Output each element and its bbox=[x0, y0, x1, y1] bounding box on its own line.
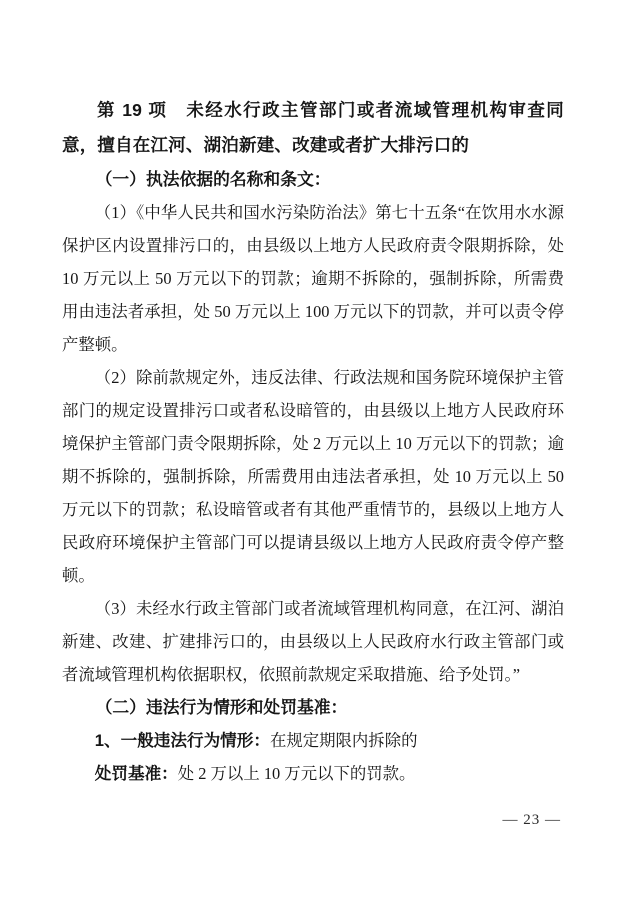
statute-paragraph-1: （1）《中华人民共和国水污染防治法》第七十五条“在饮用水水源保护区内设置排污口的，由县级以上地方人民政府责令限期拆除，处 10 万元以上 50 万元以下的罚款；逾期不拆除的，强制拆除，所需费用由违法者承担，处 50 万元以上 100 万元以下的罚款，并可以责令停产整顿。 bbox=[62, 203, 564, 354]
penalty-standard-text: 处 2 万以上 10 万元以下的罚款。 bbox=[177, 764, 416, 783]
violation-case-line bbox=[62, 724, 564, 757]
violation-case-label: 1、一般违法行为情形： bbox=[94, 731, 270, 750]
section-2-heading: （二）违法行为情形和处罚基准： bbox=[95, 698, 348, 717]
statute-paragraph-3: （3）未经水行政主管部门或者流域管理机构同意，在江河、湖泊新建、改建、扩建排污口的，由县级以上人民政府水行政主管部门或者流域管理机构依据职权，依照前款规定采取措施、给予处罚。” bbox=[62, 599, 564, 684]
statute-paragraph-2: （2）除前款规定外，违反法律、行政法规和国务院环境保护主管部门的规定设置排污口或者私设暗管的，由县级以上地方人民政府环境保护主管部门责令限期拆除，处 2 万元以上 10 万元以下的罚款；逾期不拆除的，强制拆除，所需费用由违法者承担，处 10 万元以上 50 万元以下的罚款；私设暗管或者有其他严重情节的，县级以上地方人民政府环境保护主管部门可以提请县级以上地方人民政府责令停产整顿。 bbox=[62, 368, 564, 585]
document-title: 第 19 项 未经水行政主管部门或者流域管理机构审查同意，擅自在江河、湖泊新建、改建或者扩大排污口的 bbox=[62, 100, 564, 155]
penalty-standard-line bbox=[62, 757, 564, 790]
page-number: — 23 — bbox=[502, 812, 561, 828]
document-content bbox=[62, 93, 564, 790]
violation-case-text: 在规定期限内拆除的 bbox=[269, 731, 418, 750]
penalty-standard-label: 处罚基准： bbox=[94, 764, 178, 783]
section-1-heading: （一）执法依据的名称和条文： bbox=[95, 170, 331, 189]
